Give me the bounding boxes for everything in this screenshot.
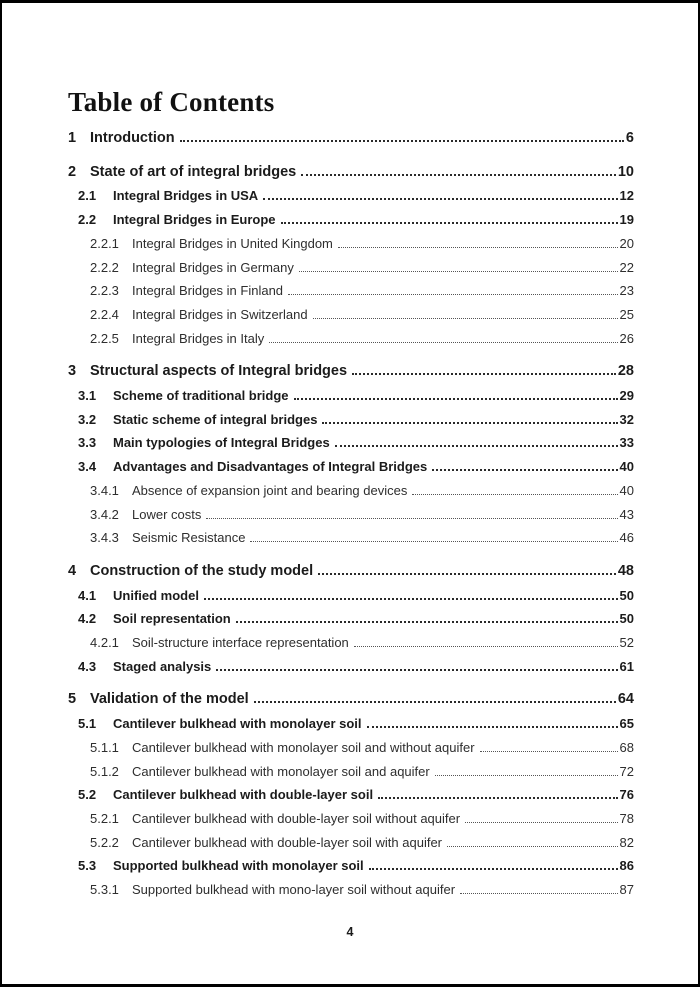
toc-entry-label: Cantilever bulkhead with monolayer soil and aquifer: [132, 763, 430, 779]
toc-entry-number: 2.2.3: [90, 283, 119, 299]
toc-entry-number: 2.2.2: [90, 259, 119, 275]
toc-entry-page: 40: [619, 459, 634, 475]
dotted-leader: [180, 128, 624, 142]
toc-entry-page: 20: [619, 235, 634, 251]
toc-entry-label: Scheme of traditional bridge: [113, 388, 289, 404]
toc-entry[interactable]: [68, 607, 634, 631]
toc-entry[interactable]: [68, 479, 634, 503]
toc-entry-label: Cantilever bulkhead with monolayer soil: [113, 716, 362, 732]
toc-list: [68, 127, 634, 902]
toc-entry-label: Supported bulkhead with monolayer soil: [113, 858, 364, 874]
toc-entry-label: Structural aspects of Integral bridges: [90, 363, 348, 380]
toc-entry-label: Unified model: [113, 587, 199, 603]
toc-entry-number: 5.3.1: [90, 882, 119, 898]
toc-entry[interactable]: [68, 327, 634, 351]
dotted-leader: [432, 457, 617, 471]
toc-entry-label: Soil representation: [113, 611, 231, 627]
toc-entry-number: 5.1.1: [90, 739, 119, 755]
toc-entry-page: 33: [619, 435, 634, 451]
toc-entry-number: 1: [68, 130, 77, 146]
page-content: [2, 87, 698, 902]
toc-entry-label: Soil-structure interface representation: [132, 635, 349, 651]
toc-entry-label: Main typologies of Integral Bridges: [113, 435, 330, 451]
dotted-leader: [465, 810, 617, 823]
toc-entry-page: 64: [617, 691, 634, 708]
toc-entry-number: 3.4.2: [90, 506, 119, 522]
toc-entry[interactable]: [68, 431, 634, 455]
dotted-leader: [313, 306, 618, 319]
toc-entry-number: 2.2.4: [90, 306, 119, 322]
dotted-leader: [335, 433, 618, 447]
toc-entry-label: State of art of integral bridges: [90, 163, 297, 180]
toc-entry-label: Supported bulkhead with mono-layer soil without aquifer: [132, 882, 456, 898]
toc-entry-page: 25: [619, 306, 634, 322]
toc-entry-number: 5.2.2: [90, 834, 119, 850]
toc-entry-page: 82: [619, 834, 634, 850]
toc-entry[interactable]: [68, 878, 634, 902]
dotted-leader: [412, 482, 617, 495]
toc-entry-page: 68: [619, 739, 634, 755]
footer-page-number: 4: [346, 925, 354, 939]
dotted-leader: [204, 586, 618, 600]
dotted-leader: [216, 657, 617, 671]
toc-entry-label: Integral Bridges in USA: [113, 188, 259, 204]
toc-entry-page: 87: [619, 882, 634, 898]
toc-entry-label: Integral Bridges in Germany: [132, 259, 294, 275]
toc-entry[interactable]: [68, 560, 634, 584]
toc-entry-label: Lower costs: [132, 506, 202, 522]
toc-entry-number: 5.2: [78, 787, 97, 803]
page-title: Table of Contents: [68, 87, 275, 117]
toc-entry-page: 40: [619, 482, 634, 498]
toc-entry-page: 10: [617, 163, 634, 180]
dotted-leader: [236, 609, 618, 623]
dotted-leader: [301, 162, 616, 176]
toc-entry-number: 5.3: [78, 858, 97, 874]
toc-entry[interactable]: [68, 760, 634, 784]
toc-entry-page: 19: [619, 212, 634, 228]
toc-entry-label: Introduction: [90, 130, 175, 146]
toc-entry-number: 5.2.1: [90, 810, 119, 826]
toc-entry-number: 4.1: [78, 587, 97, 603]
dotted-leader: [354, 634, 618, 647]
toc-entry-number: 5: [68, 691, 77, 708]
toc-entry-label: Absence of expansion joint and bearing devices: [132, 482, 408, 498]
dotted-leader: [299, 259, 618, 272]
toc-entry[interactable]: [68, 208, 634, 232]
toc-entry-page: 50: [619, 611, 634, 627]
toc-entry-number: 4: [68, 562, 77, 579]
toc-entry-page: 48: [617, 562, 634, 579]
toc-entry-label: Integral Bridges in Italy: [132, 330, 265, 346]
toc-entry[interactable]: [68, 161, 634, 185]
toc-entry[interactable]: [68, 807, 634, 831]
toc-entry[interactable]: [68, 232, 634, 256]
dotted-leader: [460, 881, 618, 894]
dotted-leader: [378, 785, 617, 799]
toc-entry-page: 50: [619, 587, 634, 603]
toc-entry-label: Integral Bridges in United Kingdom: [132, 235, 333, 251]
toc-entry-page: 23: [619, 283, 634, 299]
toc-entry-label: Cantilever bulkhead with double-layer soil: [113, 787, 374, 803]
toc-entry-page: 52: [619, 635, 634, 651]
toc-entry-number: 4.3: [78, 658, 97, 674]
toc-entry-label: Integral Bridges in Switzerland: [132, 306, 308, 322]
toc-entry-number: 2.2.5: [90, 330, 119, 346]
toc-entry[interactable]: [68, 455, 634, 479]
dotted-leader: [435, 763, 618, 776]
dotted-leader: [263, 186, 617, 200]
toc-entry[interactable]: [68, 127, 634, 151]
toc-entry-number: 3.2: [78, 411, 97, 427]
toc-entry-page: 28: [617, 363, 634, 380]
dotted-leader: [288, 282, 618, 295]
dotted-leader: [480, 739, 618, 752]
toc-entry[interactable]: [68, 688, 634, 712]
dotted-leader: [206, 506, 617, 519]
toc-entry-number: 3.4.1: [90, 482, 119, 498]
toc-entry[interactable]: [68, 408, 634, 432]
toc-entry[interactable]: [68, 384, 634, 408]
dotted-leader: [254, 689, 616, 703]
dotted-leader: [338, 235, 618, 248]
toc-entry-label: Integral Bridges in Finland: [132, 283, 284, 299]
dotted-leader: [369, 856, 618, 870]
dotted-leader: [294, 386, 618, 400]
toc-entry-number: 5.1: [78, 716, 97, 732]
toc-entry-label: Static scheme of integral bridges: [113, 411, 318, 427]
toc-entry-page: 32: [619, 411, 634, 427]
toc-entry-page: 43: [619, 506, 634, 522]
dotted-leader: [250, 529, 617, 542]
dotted-leader: [447, 834, 618, 847]
toc-entry-number: 3: [68, 363, 77, 380]
toc-entry-number: 2.2: [78, 212, 97, 228]
toc-entry-number: 4.2.1: [90, 635, 119, 651]
dotted-leader: [269, 330, 617, 343]
toc-entry-page: 78: [619, 810, 634, 826]
toc-entry[interactable]: [68, 279, 634, 303]
toc-entry-number: 3.4: [78, 459, 97, 475]
toc-entry[interactable]: [68, 655, 634, 679]
toc-entry-number: 2.1: [78, 188, 97, 204]
toc-entry[interactable]: [68, 526, 634, 550]
toc-entry-number: 3.4.3: [90, 530, 119, 546]
dotted-leader: [281, 210, 618, 224]
dotted-leader: [352, 361, 616, 375]
toc-entry-label: Advantages and Disadvantages of Integral Bridges: [113, 459, 428, 475]
dotted-leader: [322, 410, 617, 424]
toc-entry-page: 46: [619, 530, 634, 546]
toc-entry[interactable]: [68, 854, 634, 878]
toc-entry[interactable]: [68, 360, 634, 384]
toc-entry[interactable]: [68, 631, 634, 655]
toc-entry-label: Seismic Resistance: [132, 530, 246, 546]
toc-entry-page: 86: [619, 858, 634, 874]
toc-entry[interactable]: [68, 831, 634, 855]
toc-entry-number: 2: [68, 163, 77, 180]
toc-entry-page: 6: [625, 130, 634, 146]
dotted-leader: [367, 714, 618, 728]
toc-entry-label: Construction of the study model: [90, 562, 314, 579]
toc-entry[interactable]: [68, 503, 634, 527]
toc-entry[interactable]: [68, 736, 634, 760]
toc-entry-number: 4.2: [78, 611, 97, 627]
toc-entry-label: Integral Bridges in Europe: [113, 212, 276, 228]
toc-entry-label: Staged analysis: [113, 658, 212, 674]
toc-entry[interactable]: [68, 256, 634, 280]
toc-entry-label: Cantilever bulkhead with double-layer soil without aquifer: [132, 810, 461, 826]
toc-entry[interactable]: [68, 712, 634, 736]
toc-entry-page: 76: [619, 787, 634, 803]
toc-entry[interactable]: [68, 303, 634, 327]
toc-entry-number: 2.2.1: [90, 235, 119, 251]
toc-entry[interactable]: [68, 184, 634, 208]
toc-entry-page: 22: [619, 259, 634, 275]
toc-entry-number: 5.1.2: [90, 763, 119, 779]
toc-entry-label: Cantilever bulkhead with double-layer soil with aquifer: [132, 834, 443, 850]
toc-entry[interactable]: [68, 584, 634, 608]
toc-entry-page: 26: [619, 330, 634, 346]
toc-entry-page: 72: [619, 763, 634, 779]
toc-entry-label: Cantilever bulkhead with monolayer soil and without aquifer: [132, 739, 475, 755]
toc-entry-number: 3.3: [78, 435, 97, 451]
toc-entry-page: 29: [619, 388, 634, 404]
toc-entry-page: 65: [619, 716, 634, 732]
toc-entry[interactable]: [68, 783, 634, 807]
toc-entry-label: Validation of the model: [90, 691, 249, 708]
dotted-leader: [318, 561, 616, 575]
toc-entry-page: 61: [619, 658, 634, 674]
toc-entry-page: 12: [619, 188, 634, 204]
toc-entry-number: 3.1: [78, 388, 97, 404]
